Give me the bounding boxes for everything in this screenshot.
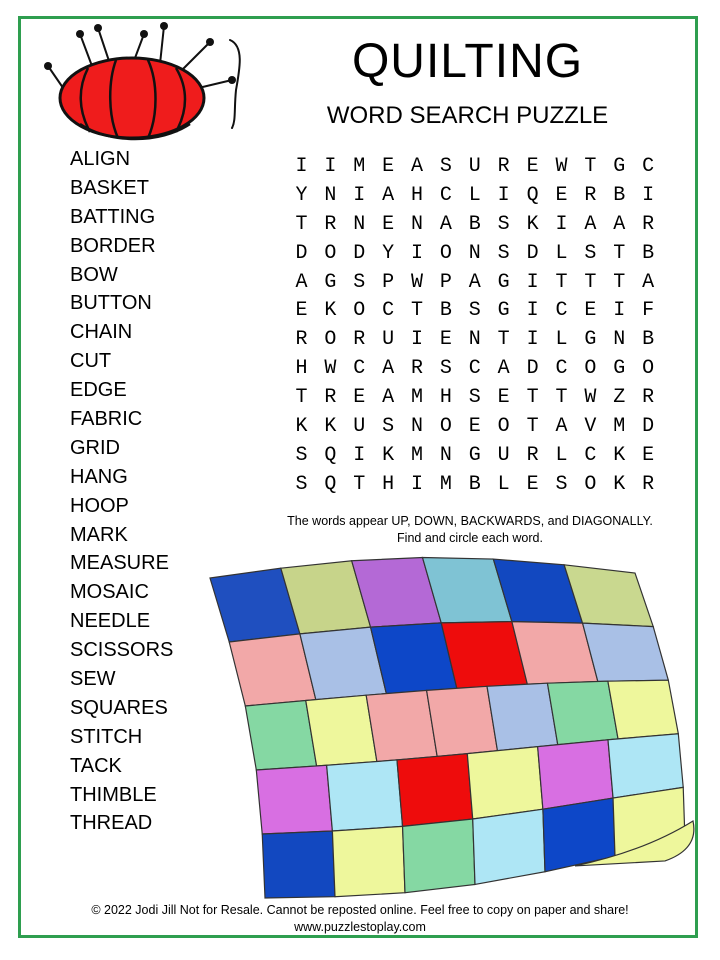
grid-cell[interactable]: R [642, 386, 655, 410]
grid-cell[interactable]: K [526, 212, 539, 236]
grid-row [287, 182, 663, 211]
grid-cell[interactable]: L [497, 472, 510, 496]
word-item: BOW [70, 263, 118, 286]
page-subtitle: WORD SEARCH PUZZLE [326, 102, 609, 129]
grid-row [287, 211, 663, 240]
grid-cell[interactable]: I [411, 472, 424, 496]
word-item: THREAD [70, 812, 153, 835]
grid-cell[interactable]: T [353, 472, 366, 496]
grid-cell[interactable]: C [353, 357, 366, 381]
grid-cell[interactable]: C [382, 299, 395, 323]
grid-cell[interactable]: A [295, 270, 308, 294]
grid-cell[interactable]: D [642, 415, 655, 439]
grid-cell[interactable]: P [382, 270, 395, 294]
grid-cell[interactable]: A [382, 183, 395, 207]
grid-cell[interactable]: E [382, 212, 395, 236]
quilt-patch [332, 826, 405, 896]
grid-cell[interactable]: O [324, 241, 337, 265]
grid-cell[interactable]: T [584, 155, 597, 178]
grid-cell[interactable]: L [555, 241, 568, 265]
instructions [270, 513, 670, 547]
quilt-patch [403, 819, 475, 893]
grid-cell[interactable]: E [353, 386, 366, 410]
grid-cell[interactable]: R [353, 328, 366, 352]
grid-cell[interactable]: S [382, 415, 395, 439]
word-item: MOSAIC [70, 581, 149, 604]
grid-cell[interactable]: T [295, 386, 308, 410]
grid-cell[interactable]: K [382, 443, 395, 467]
grid-cell[interactable]: S [295, 443, 308, 467]
instructions-line: The words appear UP, DOWN, BACKWARDS, and DIAGONALLY. [287, 514, 653, 528]
grid-cell[interactable]: I [353, 443, 366, 467]
word-item: THIMBLE [70, 783, 157, 806]
grid-cell[interactable]: E [584, 299, 597, 323]
grid-cell[interactable]: Q [324, 443, 337, 467]
grid-cell[interactable]: Q [526, 183, 539, 207]
grid-row [287, 413, 663, 442]
grid-cell[interactable]: Y [295, 183, 308, 207]
grid-cell[interactable]: G [613, 155, 626, 178]
grid-cell[interactable]: B [642, 241, 655, 265]
grid-cell[interactable]: K [613, 443, 626, 467]
grid-cell[interactable]: S [497, 241, 510, 265]
grid-cell[interactable]: H [439, 386, 452, 410]
word-item: NEEDLE [70, 610, 151, 633]
word-item: GRID [70, 436, 120, 459]
quilt-patch [473, 809, 545, 884]
grid-cell[interactable]: I [526, 270, 539, 294]
grid-cell[interactable]: K [324, 415, 337, 439]
grid-cell[interactable]: S [555, 472, 568, 496]
word-item: TACK [70, 754, 122, 777]
grid-cell[interactable]: R [526, 443, 539, 467]
grid-cell[interactable]: H [382, 472, 395, 496]
word-item: BASKET [70, 176, 149, 199]
grid-cell[interactable]: A [382, 386, 395, 410]
quilt-patch [256, 765, 332, 834]
quilt-patch [487, 683, 558, 750]
grid-cell[interactable]: C [584, 443, 597, 467]
grid-cell[interactable]: T [555, 386, 568, 410]
grid-row [287, 384, 663, 413]
word-item: FABRIC [70, 408, 143, 431]
grid-row [287, 326, 663, 355]
grid-cell[interactable]: V [584, 415, 597, 439]
grid-cell[interactable]: O [497, 415, 510, 439]
grid-cell[interactable]: B [439, 299, 452, 323]
word-item: SEW [70, 668, 116, 691]
grid-cell[interactable]: O [439, 241, 452, 265]
quilt-patch [327, 760, 403, 831]
grid-cell[interactable]: C [555, 299, 568, 323]
grid-cell[interactable]: D [295, 241, 308, 265]
grid-cell[interactable]: Y [382, 241, 395, 265]
grid-cell[interactable]: A [584, 212, 597, 236]
grid-cell[interactable]: A [439, 212, 452, 236]
grid-cell[interactable]: O [439, 415, 452, 439]
word-item: SCISSORS [70, 639, 174, 662]
word-item: STITCH [70, 725, 143, 748]
grid-cell[interactable]: I [353, 183, 366, 207]
word-item: BORDER [70, 234, 156, 257]
quilt-patch [427, 686, 498, 756]
grid-cell[interactable]: R [411, 357, 424, 381]
grid-cell[interactable]: E [555, 183, 568, 207]
grid-cell[interactable]: L [555, 328, 568, 352]
grid-cell[interactable]: R [584, 183, 597, 207]
grid-cell[interactable]: T [411, 299, 424, 323]
grid-cell[interactable]: R [497, 155, 510, 178]
grid-cell[interactable]: R [642, 212, 655, 236]
quilt-patch [547, 681, 618, 744]
grid-cell[interactable]: I [497, 183, 510, 207]
grid-cell[interactable]: R [324, 212, 337, 236]
grid-cell[interactable]: G [613, 357, 626, 381]
grid-cell[interactable]: K [295, 415, 308, 439]
grid-row [287, 153, 663, 182]
grid-cell[interactable]: C [555, 357, 568, 381]
grid-cell[interactable]: U [382, 328, 395, 352]
word-item: BUTTON [70, 292, 152, 315]
grid-cell[interactable]: C [468, 357, 481, 381]
grid-cell[interactable]: W [324, 357, 337, 381]
grid-cell[interactable]: M [411, 443, 424, 467]
grid-cell[interactable]: E [382, 155, 395, 178]
grid-cell[interactable]: M [411, 386, 424, 410]
grid-cell[interactable]: I [295, 155, 308, 178]
grid-cell[interactable]: N [613, 328, 626, 352]
quilt-patch [366, 690, 437, 761]
page-title: QUILTING [351, 35, 584, 88]
word-item: CUT [70, 350, 112, 373]
grid-cell[interactable]: A [468, 270, 481, 294]
grid-cell[interactable]: G [468, 443, 481, 467]
grid-cell[interactable]: C [439, 183, 452, 207]
website-link[interactable]: www.puzzlestoplay.com [294, 920, 426, 934]
grid-row [287, 442, 663, 471]
grid-cell[interactable]: A [555, 415, 568, 439]
grid-cell[interactable]: T [526, 386, 539, 410]
grid-cell[interactable]: G [324, 270, 337, 294]
grid-cell[interactable]: T [295, 212, 308, 236]
word-item: HANG [70, 465, 128, 488]
quilt-patch [306, 695, 377, 766]
quilt-patch [583, 623, 669, 681]
grid-cell[interactable]: W [411, 270, 424, 294]
grid-cell[interactable]: H [295, 357, 308, 381]
grid-cell[interactable]: H [411, 183, 424, 207]
quilt-patch [245, 700, 316, 770]
grid-cell[interactable]: T [555, 270, 568, 294]
grid-cell[interactable]: O [353, 299, 366, 323]
grid-cell[interactable]: C [642, 155, 655, 178]
grid-cell[interactable]: E [497, 386, 510, 410]
grid-cell[interactable]: E [642, 443, 655, 467]
word-list [70, 145, 173, 838]
grid-cell[interactable]: S [468, 386, 481, 410]
letter-grid [287, 153, 663, 500]
grid-cell[interactable]: B [642, 328, 655, 352]
grid-cell[interactable]: G [497, 270, 510, 294]
grid-cell[interactable]: D [526, 357, 539, 381]
grid-cell[interactable]: K [324, 299, 337, 323]
grid-cell[interactable]: N [468, 241, 481, 265]
grid-cell[interactable]: B [468, 212, 481, 236]
word-item: CHAIN [70, 321, 133, 344]
grid-cell[interactable]: A [613, 212, 626, 236]
grid-cell[interactable]: S [497, 212, 510, 236]
grid-cell[interactable]: R [642, 472, 655, 496]
grid-cell[interactable]: S [468, 299, 481, 323]
grid-cell[interactable]: I [642, 183, 655, 207]
word-item: SQUARES [70, 696, 168, 719]
grid-cell[interactable]: A [382, 357, 395, 381]
grid-cell[interactable]: R [324, 386, 337, 410]
word-item: BATTING [70, 205, 156, 228]
grid-cell[interactable]: N [411, 212, 424, 236]
grid-cell[interactable]: T [526, 415, 539, 439]
grid-cell[interactable]: U [353, 415, 366, 439]
quilt-patch [262, 831, 335, 898]
grid-row [287, 471, 663, 500]
grid-cell[interactable]: T [497, 328, 510, 352]
grid-cell[interactable]: F [642, 299, 655, 323]
grid-cell[interactable]: E [526, 155, 539, 178]
grid-cell[interactable]: S [439, 357, 452, 381]
grid-row [287, 355, 663, 384]
word-item: ALIGN [70, 148, 131, 170]
grid-cell[interactable]: E [468, 415, 481, 439]
copyright-text: © 2022 Jodi Jill Not for Resale. Cannot be reposted online. Feel free to copy on paper and share! [91, 903, 629, 917]
quilt-patch [608, 734, 683, 798]
quilt-patch [467, 747, 543, 819]
grid-row [287, 269, 663, 298]
grid-cell[interactable]: I [526, 328, 539, 352]
grid-cell[interactable]: Z [613, 386, 626, 410]
grid-cell[interactable]: W [555, 155, 568, 178]
grid-cell[interactable]: R [295, 328, 308, 352]
grid-cell[interactable]: M [613, 415, 626, 439]
word-item: MEASURE [70, 552, 169, 575]
grid-cell[interactable]: G [497, 299, 510, 323]
word-item: HOOP [70, 494, 129, 517]
grid-cell[interactable]: G [584, 328, 597, 352]
grid-cell[interactable]: B [613, 183, 626, 207]
grid-row [287, 297, 663, 326]
grid-cell[interactable]: O [642, 357, 655, 381]
footer [30, 902, 690, 936]
grid-cell[interactable]: P [439, 270, 452, 294]
grid-cell[interactable]: M [353, 155, 366, 178]
grid-cell[interactable]: I [526, 299, 539, 323]
grid-cell[interactable]: S [295, 472, 308, 496]
grid-cell[interactable]: U [468, 155, 481, 178]
grid-cell[interactable]: N [353, 212, 366, 236]
grid-cell[interactable]: I [555, 212, 568, 236]
grid-cell[interactable]: A [642, 270, 655, 294]
grid-cell[interactable]: T [613, 241, 626, 265]
grid-cell[interactable]: D [353, 241, 366, 265]
grid-cell[interactable]: E [526, 472, 539, 496]
grid-cell[interactable]: S [439, 155, 452, 178]
grid-cell[interactable]: I [324, 155, 337, 178]
grid-cell[interactable]: N [411, 415, 424, 439]
grid-cell[interactable]: S [584, 241, 597, 265]
word-item: EDGE [70, 379, 127, 402]
grid-cell[interactable]: L [468, 183, 481, 207]
grid-cell[interactable]: T [613, 270, 626, 294]
grid-cell[interactable]: T [584, 270, 597, 294]
instructions-line: Find and circle each word. [397, 531, 543, 545]
pincushion-icon [40, 20, 255, 145]
quilt-patch [397, 754, 473, 827]
grid-cell[interactable]: U [497, 443, 510, 467]
quilt-illustration [205, 548, 700, 908]
grid-cell[interactable]: D [526, 241, 539, 265]
grid-cell[interactable]: A [411, 155, 424, 178]
grid-cell[interactable]: S [353, 270, 366, 294]
grid-cell[interactable]: B [468, 472, 481, 496]
grid-cell[interactable]: I [411, 241, 424, 265]
grid-cell[interactable]: M [439, 472, 452, 496]
grid-row [287, 240, 663, 269]
grid-cell[interactable]: N [439, 443, 452, 467]
grid-cell[interactable]: I [613, 299, 626, 323]
grid-cell[interactable]: L [555, 443, 568, 467]
grid-cell[interactable]: W [584, 386, 597, 410]
grid-cell[interactable]: E [295, 299, 308, 323]
grid-cell[interactable]: Q [324, 472, 337, 496]
grid-cell[interactable]: O [324, 328, 337, 352]
grid-cell[interactable]: O [584, 357, 597, 381]
grid-cell[interactable]: A [497, 357, 510, 381]
grid-cell[interactable]: E [439, 328, 452, 352]
grid-cell[interactable]: O [584, 472, 597, 496]
grid-cell[interactable]: N [324, 183, 337, 207]
quilt-patch [538, 740, 613, 809]
grid-cell[interactable]: N [468, 328, 481, 352]
grid-cell[interactable]: K [613, 472, 626, 496]
quilt-patch [608, 680, 678, 739]
grid-cell[interactable]: I [411, 328, 424, 352]
word-item: MARK [70, 523, 128, 546]
